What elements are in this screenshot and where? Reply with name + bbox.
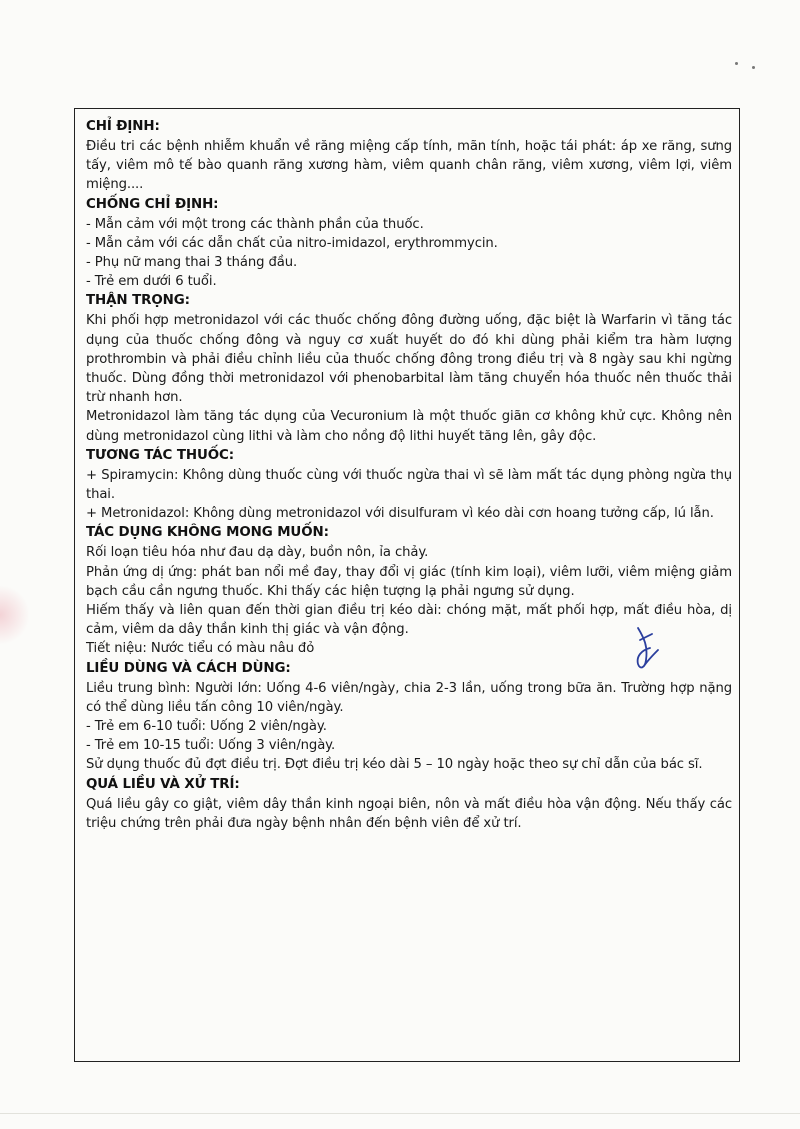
section: [86, 775, 732, 833]
section-paragraph: Metronidazol làm tăng tác dụng của Vecuronium là một thuốc giãn cơ không khử cực. Không nên dùng metronidazol cùng lithi và làm cho nồng độ lithi huyết tăng lên, gây độc.: [86, 409, 732, 444]
section-paragraph: + Metronidazol: Không dùng metronidazol với disulfuram vì kéo dài cơn hoang tưởng cấp, lú lẫn.: [86, 506, 714, 522]
section-paragraph: - Mẫn cảm với một trong các thành phần của thuốc.: [86, 216, 424, 232]
section-paragraph: Khi phối hợp metronidazol với các thuốc chống đông đường uống, đặc biệt là Warfarin vì tăng tác dụng của thuốc chống đông và nguy cơ xuất huyết do đó khi dùng phải kiểm tra hàm lượng prothrombin và phải điều chỉnh liều của thuốc chống đông trong điều trị và 8 ngày sau khi ngừng thuốc. Dùng đồng thời metronidazol với phenobarbital làm tăng chuyển hóa thuốc nên thuốc thải trừ nhanh hơn.: [86, 313, 732, 406]
section: [86, 117, 732, 195]
section-paragraph: Điều tri các bệnh nhiễm khuẩn về răng miệng cấp tính, mãn tính, hoặc tái phát: áp xe răng, sưng tấy, viêm mô tế bào quanh răng xương hàm, viêm quanh chân răng, viêm xương, viêm lợi, viêm miệng....: [86, 139, 732, 193]
section-paragraph: - Trẻ em 6-10 tuổi: Uống 2 viên/ngày.: [86, 719, 327, 735]
section-paragraph: Tiết niệu: Nước tiểu có màu nâu đỏ: [86, 641, 315, 657]
stamp-mark: [0, 585, 30, 645]
paper-speck: [735, 62, 738, 65]
section-heading: TƯƠNG TÁC THUỐC:: [86, 447, 235, 463]
section-heading: TÁC DỤNG KHÔNG MONG MUỐN:: [86, 525, 329, 541]
section-paragraph: Sử dụng thuốc đủ đợt điều trị. Đợt điều trị kéo dài 5 – 10 ngày hoặc theo sự chỉ dẫn của bác sĩ.: [86, 757, 703, 773]
section: [86, 446, 732, 524]
section-paragraph: - Mẫn cảm với các dẫn chất của nitro-imidazol, erythrommycin.: [86, 235, 498, 251]
document-body: [86, 117, 732, 833]
signature-mark: [618, 620, 678, 680]
page-edge-line: [0, 1113, 800, 1114]
section-paragraph: - Trẻ em dưới 6 tuổi.: [86, 274, 217, 290]
paper-speck: [752, 66, 755, 69]
section-heading: LIỀU DÙNG VÀ CÁCH DÙNG:: [86, 660, 291, 676]
section-heading: CHỈ ĐỊNH:: [86, 119, 160, 134]
section-paragraph: Liều trung bình: Người lớn: Uống 4-6 viên/ngày, chia 2-3 lần, uống trong bữa ăn. Trường hợp nặng có thể dùng liều tấn công 10 viên/ngày.: [86, 680, 732, 715]
section-paragraph: Quá liều gây co giật, viêm dây thần kinh ngoại biên, nôn và mất điều hòa vận động. Nếu thấy các triệu chứng trên phải đưa ngày bệnh nhân đến bệnh viên để xử trí.: [86, 796, 732, 831]
section-paragraph: Phản ứng dị ứng: phát ban nổi mề đay, thay đổi vị giác (tính kim loại), viêm lưỡi, viêm miệng giảm bạch cầu cần ngưng thuốc. Khi thấy các hiện tượng lạ phải ngưng sử dụng.: [86, 564, 732, 599]
section-paragraph: - Phụ nữ mang thai 3 tháng đầu.: [86, 255, 298, 271]
section-paragraph: Rối loạn tiêu hóa như đau dạ dày, buồn nôn, ỉa chảy.: [86, 545, 429, 561]
section-heading: THẬN TRỌNG:: [86, 293, 190, 309]
section-paragraph: + Spiramycin: Không dùng thuốc cùng với thuốc ngừa thai vì sẽ làm mất tác dụng phòng ngừa thụ thai.: [86, 467, 732, 503]
section-heading: QUÁ LIỀU VÀ XỬ TRÍ:: [86, 776, 240, 792]
section-paragraph: - Trẻ em 10-15 tuổi: Uống 3 viên/ngày.: [86, 738, 336, 754]
section: [86, 195, 732, 292]
section-paragraph: Hiếm thấy và liên quan đến thời gian điều trị kéo dài: chóng mặt, mất phối hợp, mất điều hòa, dị cảm, viêm da dây thần kinh thị giác và vận động.: [86, 603, 732, 638]
section: [86, 291, 732, 445]
section-heading: CHỐNG CHỈ ĐỊNH:: [86, 196, 219, 212]
